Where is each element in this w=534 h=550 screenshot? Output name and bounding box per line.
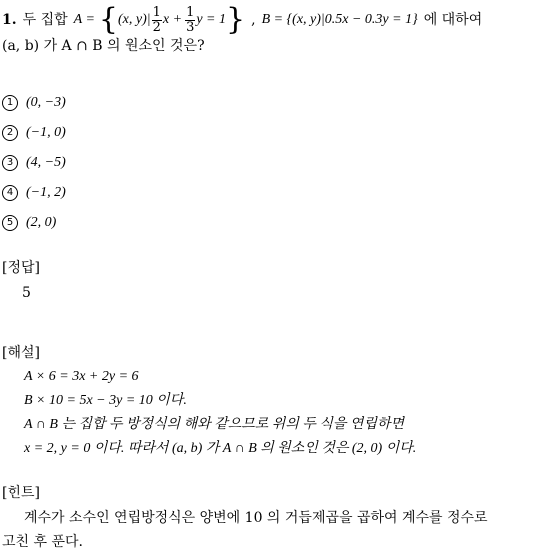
question-number: 1.: [2, 12, 17, 28]
set-a-open-brace: {: [98, 2, 118, 37]
explanation-line-1: A × 6 = 3x + 2y = 6: [24, 369, 139, 384]
question-intro-end: 에 대하여: [423, 12, 483, 28]
fraction-denominator: 3: [186, 19, 195, 35]
answer-label: [정답]: [2, 260, 40, 276]
set-a-close-brace: }: [226, 2, 246, 37]
question-line-1: [2, 4, 482, 36]
option-2[interactable]: [2, 125, 66, 141]
option-value: (4, −5): [26, 155, 66, 170]
option-value: (2, 0): [26, 215, 57, 230]
explanation-label: [해설]: [2, 345, 40, 361]
option-value: (−1, 0): [26, 125, 66, 140]
option-1[interactable]: [2, 95, 66, 111]
fraction-numerator: 1: [186, 4, 195, 20]
set-a-condition-mid: x +: [162, 12, 183, 27]
set-a-condition-start: (x, y)|: [118, 12, 151, 27]
hint-line-1: 계수가 소수인 연립방정식은 양변에 10 의 거듭제곱을 곱하여 계수를 정수로: [24, 510, 488, 526]
hint-label: [힌트]: [2, 485, 40, 501]
fraction-numerator: 1: [152, 4, 161, 20]
fraction-denominator: 2: [152, 19, 161, 35]
fraction-one-half: [152, 6, 162, 35]
hint-line-2: 고친 후 푼다.: [2, 534, 83, 550]
question-intro: 두 집합: [22, 12, 68, 28]
fraction-one-third: [185, 6, 195, 35]
option-value: (−1, 2): [26, 185, 66, 200]
set-a-label: A =: [73, 12, 95, 27]
set-separator: ,: [251, 12, 256, 28]
explanation-line-4: x = 2, y = 0 이다. 따라서 (a, b) 가 A ∩ B 의 원소인 것은 (2, 0) 이다.: [24, 441, 417, 456]
option-3[interactable]: [2, 155, 66, 171]
option-5[interactable]: [2, 215, 56, 231]
answer-value: 5: [22, 285, 31, 301]
option-marker: 5: [2, 215, 18, 231]
set-b-definition: B = {(x, y)|0.5x − 0.3y = 1}: [261, 12, 418, 27]
option-4[interactable]: [2, 185, 66, 201]
option-marker: 3: [2, 155, 18, 171]
option-marker: 1: [2, 95, 18, 111]
explanation-line-3: A ∩ B 는 집합 두 방정식의 해와 같으므로 위의 두 식을 연립하면: [24, 417, 405, 432]
set-a-condition-end: y = 1: [196, 12, 227, 27]
option-value: (0, −3): [26, 95, 66, 110]
option-marker: 2: [2, 125, 18, 141]
option-marker: 4: [2, 185, 18, 201]
question-line-2: (a, b) 가 A ∩ B 의 원소인 것은?: [2, 38, 205, 54]
explanation-line-2: B × 10 = 5x − 3y = 10 이다.: [24, 393, 187, 408]
